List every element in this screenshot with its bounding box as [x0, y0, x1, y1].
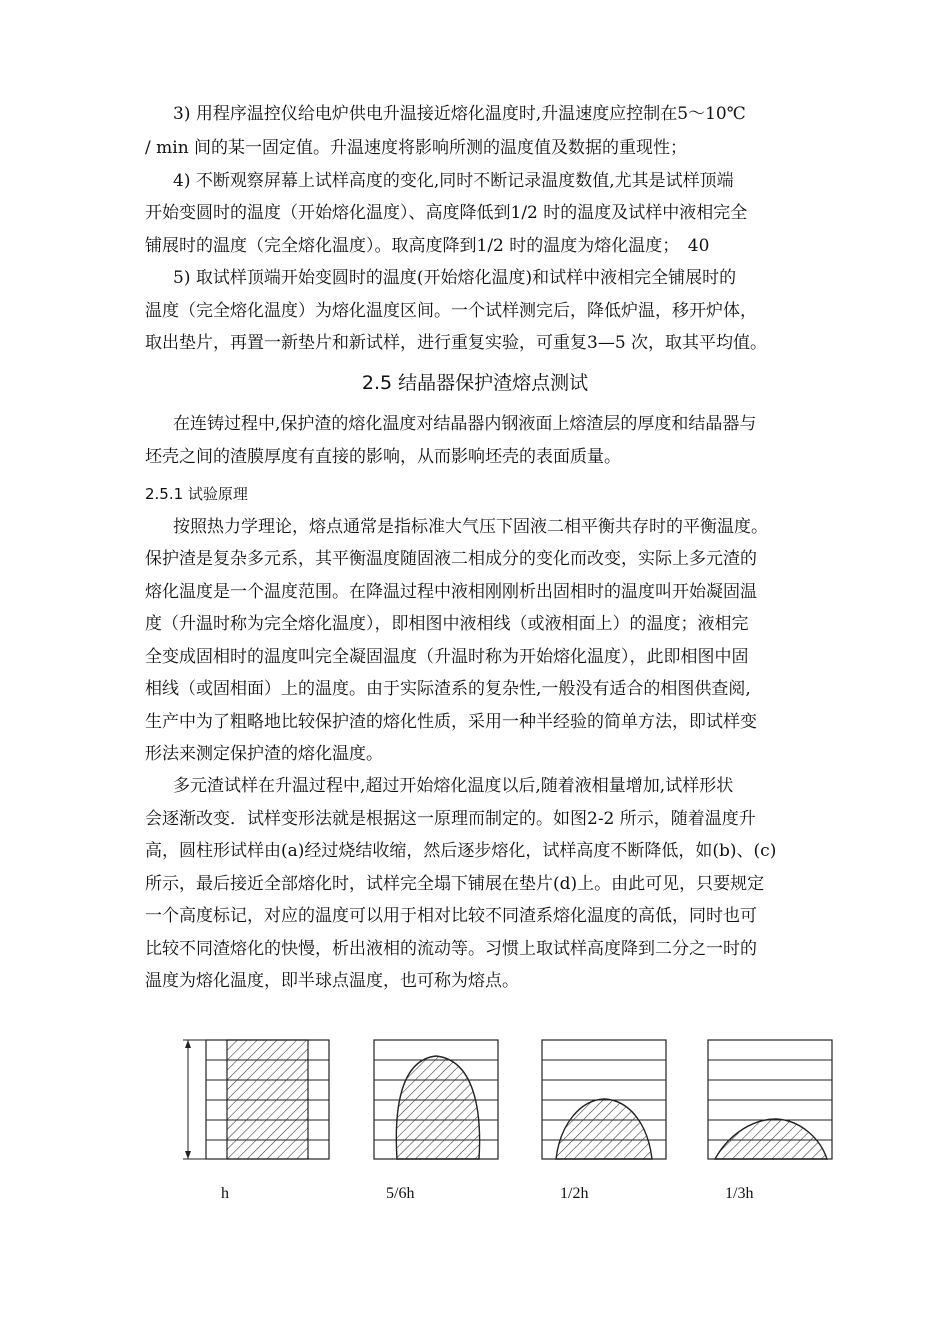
item5-line3: 取出垫片，再置一新垫片和新试样，进行重复实验，可重复3—5 次，取其平均值。 — [145, 333, 768, 353]
subsection-title: 2.5.1 试验原理 — [145, 485, 248, 503]
panel-5-6h — [374, 1040, 498, 1159]
panel-1-3h — [708, 1040, 832, 1159]
caption-1-3h: 1/3h — [725, 1185, 754, 1202]
item3-line2: / min 间的某一固定值。升温速度将影响所测的温度值及数据的重现性； — [145, 138, 688, 158]
caption-h: h — [221, 1185, 229, 1202]
section-title: 2.5 结晶器保护渣熔点测试 — [361, 372, 589, 394]
para1-line3: 熔化温度是一个温度范围。在降温过程中液相刚刚析出固相时的温度叫开始凝固温 — [145, 582, 757, 602]
para1-line8: 形法来测定保护渣的熔化温度。 — [145, 744, 383, 764]
para2-line3: 高，圆柱形试样由(a)经过烧结收缩，然后逐步熔化，试样高度不断降低，如(b)、(c) — [145, 841, 777, 861]
panel-h — [183, 1040, 329, 1159]
item5-line2: 温度（完全熔化温度）为熔化温度区间。一个试样测完后，降低炉温，移开炉体， — [145, 301, 757, 321]
para2-line4: 所示，最后接近全部熔化时，试样完全塌下铺展在垫片(d)上。由此可见，只要规定 — [145, 874, 765, 894]
intro-line1: 在连铸过程中,保护渣的熔化温度对结晶器内钢液面上熔渣层的厚度和结晶器与 — [173, 414, 757, 434]
para1-line2: 保护渣是复杂多元系，其平衡温度随固液二相成分的变化而改变，实际上多元渣的 — [145, 549, 757, 569]
para2-line5: 一个高度标记，对应的温度可以用于相对比较不同渣系熔化温度的高低，同时也可 — [145, 906, 757, 926]
item4-line1: 4) 不断观察屏幕上试样高度的变化,同时不断记录温度数值,尤其是试样顶端 — [173, 171, 734, 191]
caption-1-2h: 1/2h — [560, 1185, 589, 1202]
para1-line7: 生产中为了粗略地比较保护渣的熔化性质，采用一种半经验的简单方法，即试样变 — [145, 712, 757, 732]
para2-line6: 比较不同渣熔化的快慢，析出液相的流动等。习惯上取试样高度降到二分之一时的 — [145, 939, 757, 959]
para2-line1: 多元渣试样在升温过程中,超过开始熔化温度以后,随着液相量增加,试样形状 — [173, 776, 734, 796]
para2-line2: 会逐渐改变．试样变形法就是根据这一原理而制定的。如图2-2 所示，随着温度升 — [145, 809, 756, 829]
panel-1-2h — [542, 1040, 666, 1159]
item3-line1: 3) 用程序温控仪给电炉供电升温接近熔化温度时,升温速度应控制在5～10℃ — [173, 104, 746, 124]
item4-line3: 铺展时的温度（完全熔化温度）。取高度降到1/2 时的温度为熔化温度； 40 — [145, 236, 710, 256]
para1-line4: 度（升温时称为完全熔化温度），即相图中液相线（或液相面上）的温度；液相完 — [145, 614, 749, 634]
para1-line1: 按照热力学理论，熔点通常是指标准大气压下固液二相平衡共存时的平衡温度。 — [173, 517, 768, 537]
para1-line6: 相线（或固相面）上的温度。由于实际渣系的复杂性,一般没有适合的相图供查阅, — [145, 679, 751, 699]
item5-line1: 5) 取试样顶端开始变圆时的温度(开始熔化温度)和试样中液相完全铺展时的 — [173, 268, 737, 288]
intro-line2: 坯壳之间的渣膜厚度有直接的影响，从而影响坯壳的表面质量。 — [145, 447, 621, 467]
caption-5-6h: 5/6h — [386, 1185, 415, 1202]
para1-line5: 全变成固相时的温度叫完全凝固温度（升温时称为开始熔化温度），此即相图中固 — [145, 647, 749, 667]
para2-line7: 温度为熔化温度，即半球点温度，也可称为熔点。 — [145, 971, 519, 991]
item4-line2: 开始变圆时的温度（开始熔化温度）、高度降低到1/2 时的温度及试样中液相完全 — [145, 203, 748, 223]
